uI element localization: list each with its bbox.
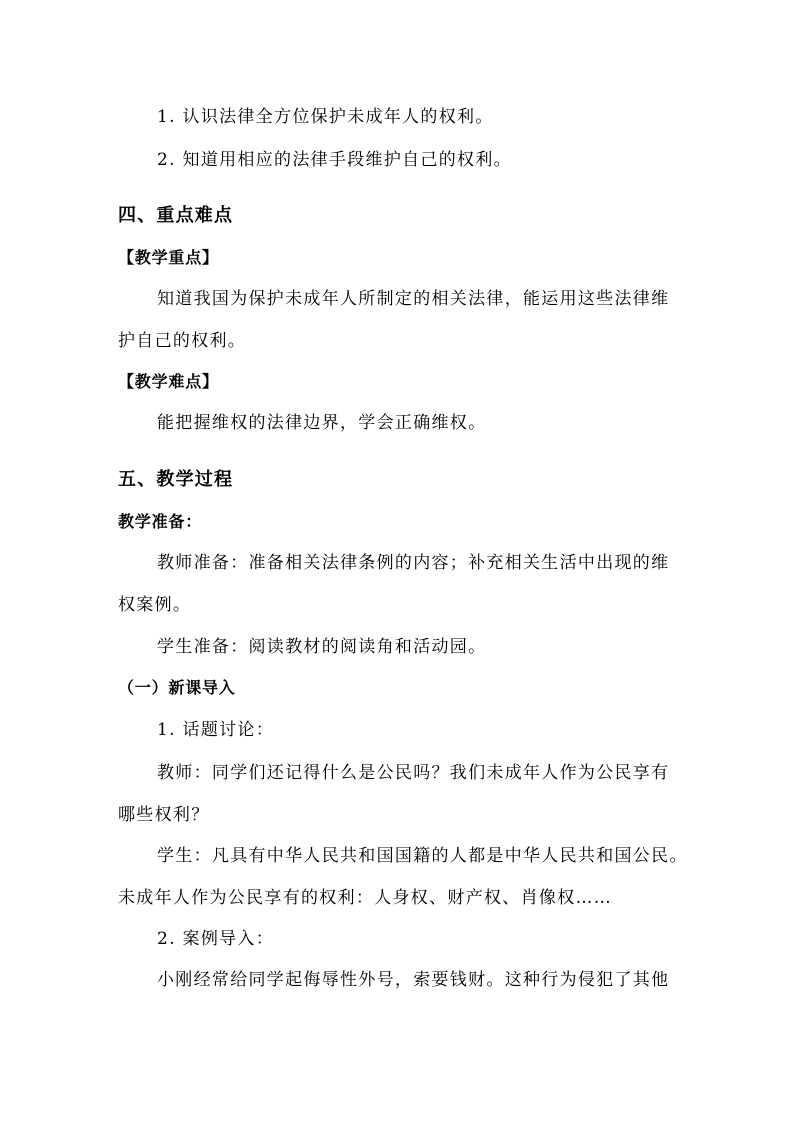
case-text: 小刚经常给同学起侮辱性外号，索要钱财。这种行为侵犯了其他 xyxy=(157,970,670,990)
teacher-prep-line-2: 权案例。 xyxy=(118,595,192,615)
section-5-heading: 五、教学过程 xyxy=(118,469,234,490)
section-4-heading: 四、重点难点 xyxy=(118,205,234,226)
objective-1: 1. 认识法律全方位保护未成年人的权利。 xyxy=(157,107,494,127)
difficulty-label: 【教学难点】 xyxy=(118,372,219,391)
student-answer-line-2: 未成年人作为公民享有的权利：人身权、财产权、肖像权…… xyxy=(118,888,613,908)
key-point-line-2: 护自己的权利。 xyxy=(118,331,247,351)
teacher-question-line-2: 哪些权利？ xyxy=(118,805,210,825)
key-point-label: 【教学重点】 xyxy=(118,248,219,267)
part-1-heading: （一）新课导入 xyxy=(118,678,236,697)
student-prep: 学生准备：阅读教材的阅读角和活动园。 xyxy=(157,637,487,657)
prep-label: 教学准备： xyxy=(118,512,203,531)
student-answer-line-1: 学生：凡具有中华人民共和国国籍的人都是中华人民共和国公民。 xyxy=(157,846,688,866)
teacher-prep-line-1: 教师准备：准备相关法律条例的内容；补充相关生活中出现的维 xyxy=(157,553,670,573)
difficulty-text: 能把握维权的法律边界，学会正确维权。 xyxy=(157,413,487,433)
key-point-line-1: 知道我国为保护未成年人所制定的相关法律，能运用这些法律维 xyxy=(157,289,670,309)
case-label: 2. 案例导入： xyxy=(157,929,275,949)
objective-2: 2. 知道用相应的法律手段维护自己的权利。 xyxy=(157,150,512,170)
teacher-question-line-1: 教师：同学们还记得什么是公民吗？我们未成年人作为公民享有 xyxy=(157,763,670,783)
topic-label: 1. 话题讨论： xyxy=(157,720,275,740)
